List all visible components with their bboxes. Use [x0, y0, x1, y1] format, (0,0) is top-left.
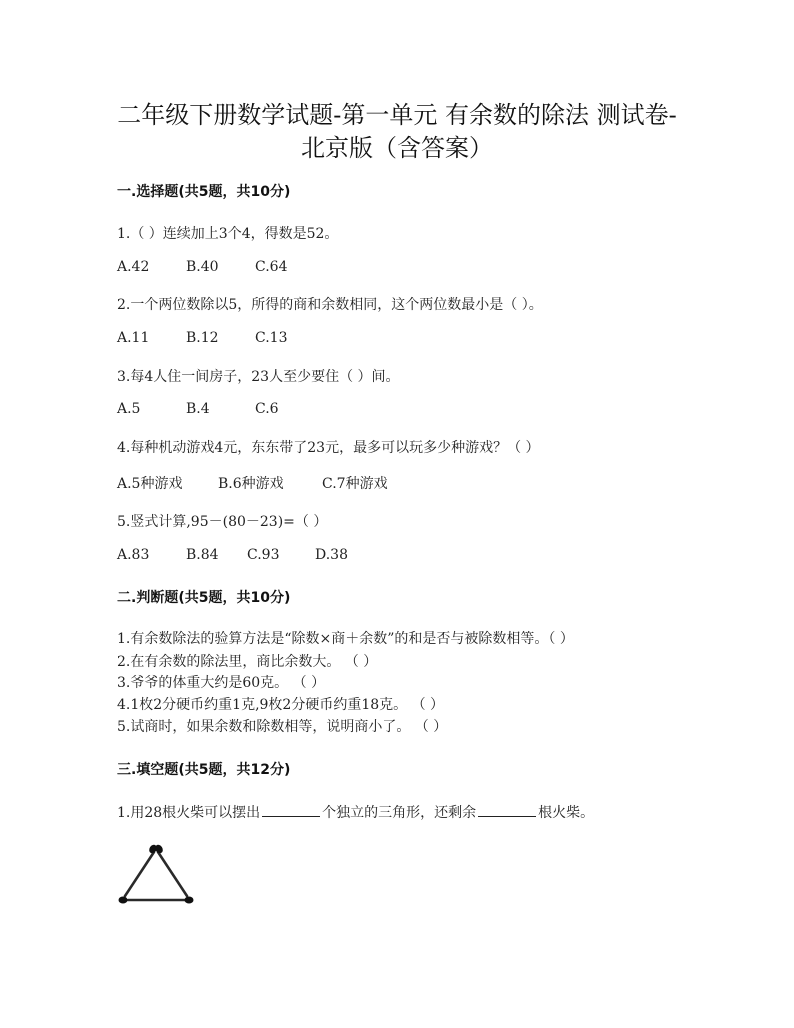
option-d: D.38 [315, 547, 348, 563]
section-2-heading: 二.判断题(共5题，共10分) [117, 590, 291, 606]
question-1-2-options [117, 330, 287, 346]
matchstick-left [125, 852, 154, 896]
option-a: A.5种游戏 [117, 476, 183, 492]
option-a: A.83 [117, 547, 150, 563]
option-b: B.84 [186, 547, 219, 563]
option-c: C.93 [247, 547, 280, 563]
judge-item-2: 2.在有余数的除法里，商比余数大。 （ ） [117, 654, 378, 670]
document-title-line-2: 北京版（含答案） [301, 134, 493, 162]
question-1-2: 2.一个两位数除以5，所得的商和余数相同，这个两位数最小是（ ）。 [117, 297, 543, 313]
question-1-4-options [117, 473, 388, 493]
question-1-1-options [117, 259, 287, 275]
option-a: A.42 [117, 259, 150, 275]
option-c: C.7种游戏 [322, 476, 388, 492]
question-1-4: 4.每种机动游戏4元，东东带了23元，最多可以玩多少种游戏？（ ） [117, 440, 540, 456]
matchstick-triangle-icon [116, 842, 196, 910]
fill-question-1-text-a: 1.用28根火柴可以摆出 [117, 805, 261, 821]
judge-item-3: 3.爷爷的体重大约是60克。 （ ） [117, 675, 326, 691]
question-1-5: 5.竖式计算,95－(80－23)=（ ） [117, 514, 328, 530]
judge-item-4: 4.1枚2分硬币约重1克,9枚2分硬币约重18克。 （ ） [117, 697, 445, 713]
question-1-3-options [117, 401, 279, 417]
question-1-5-options [117, 547, 348, 563]
option-c: C.6 [255, 401, 279, 417]
option-b: B.40 [186, 259, 219, 275]
option-c: C.13 [255, 330, 288, 346]
option-b: B.12 [186, 330, 219, 346]
question-1-3: 3.每4人住一间房子，23人至少要住（ ）间。 [117, 369, 400, 385]
fill-question-1-text-b: 个独立的三角形，还剩余 [322, 805, 477, 821]
judge-item-1: 1.有余数除法的验算方法是“除数×商＋余数”的和是否与被除数相等。（ ） [117, 631, 574, 647]
fill-question-1 [117, 802, 594, 822]
document-title-line-1: 二年级下册数学试题-第一单元 有余数的除法 测试卷- [117, 101, 677, 129]
option-b: B.6种游戏 [218, 476, 284, 492]
answer-blank-2[interactable] [478, 804, 536, 817]
section-3-heading: 三.填空题(共5题，共12分) [117, 762, 291, 778]
matchstick-right [158, 852, 187, 896]
option-c: C.64 [255, 259, 288, 275]
question-1-1: 1.（ ）连续加上3个4，得数是52。 [117, 226, 339, 242]
option-b: B.4 [186, 401, 210, 417]
section-1-heading: 一.选择题(共5题，共10分) [117, 184, 291, 200]
fill-question-1-text-c: 根火柴。 [538, 805, 595, 821]
answer-blank-1[interactable] [262, 804, 320, 817]
option-a: A.5 [117, 401, 141, 417]
match-head-bottom-left [119, 897, 128, 904]
option-a: A.11 [117, 330, 150, 346]
judge-item-5: 5.试商时，如果余数和除数相等，说明商小了。 （ ） [117, 719, 448, 735]
match-head-bottom-right [185, 897, 194, 904]
